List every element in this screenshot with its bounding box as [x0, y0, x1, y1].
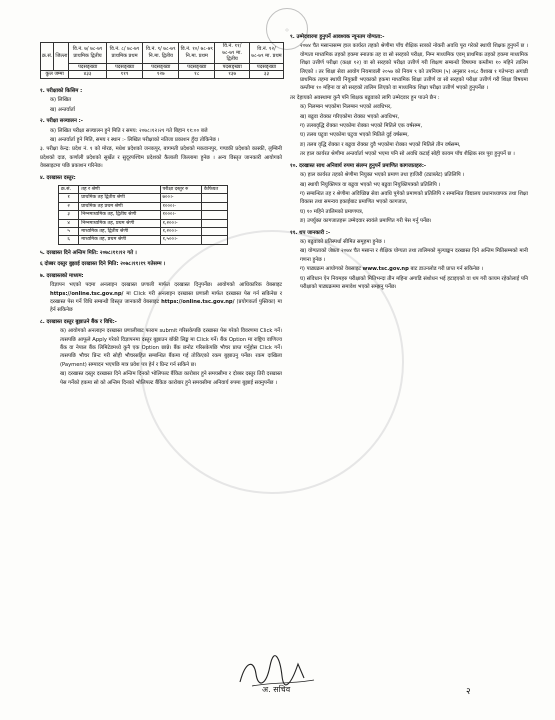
- list-item: क) बढुवाको प्रतिस्पर्धा सीमित समूहमा हुनेछ ।: [300, 238, 386, 245]
- table-cell: १०००।-: [160, 211, 202, 219]
- section-heading: ५. दरखास्त दिने अन्तिम मिति: २०७८।११।१२ गते ।: [40, 249, 137, 256]
- table-cell: [202, 194, 228, 202]
- table-cell: माध्यमिक तह, प्रथम श्रेणी: [79, 236, 160, 244]
- office-stamp: ◎: [266, 8, 308, 50]
- text-run: ग) पाठ्यक्रम आयोगको वेबसाइट: [300, 266, 361, 273]
- section-heading: १. परीक्षाको किसिम :: [40, 87, 83, 94]
- table-row: [59, 202, 228, 210]
- table-cell: निम्नमाध्यमिक तह, द्वितीय श्रेणी: [79, 211, 160, 219]
- table-cell: १: [59, 194, 79, 202]
- list-item: ङ) तलब वृद्धि रोक्का र बढुवा रोक्का दुवै भएकोमा रोक्का भएको मितिले तीन वर्षसम्म,: [300, 141, 461, 148]
- table-cell: ४३३: [69, 71, 106, 79]
- table-cell: पदसङ्ख्या: [143, 63, 179, 71]
- table-header-cell: वि.नं. ७/ ७८-७९ प्राथमिक द्वितीय: [69, 43, 106, 64]
- table-cell: पदसङ्ख्या: [106, 63, 143, 71]
- fee-header-row: [59, 186, 228, 194]
- paragraph: तर हाल कार्यरत श्रेणीमा अन्तर्वार्ता भएको भएमा पनि सो अवधि कटाई सोही कायम पाँच शैक्षिक सत्र पूरा हुनुपर्ने छ ।: [300, 151, 515, 158]
- page-number: २: [466, 687, 471, 697]
- list-item: क) आयोगको अनलाइन दरखास्त प्रणालीबाट फाराम submit गरिसकेपछि दरखास्त पेस गरेको विवरणमा Click गर्ने। त्यसपछि आफूले Apply गरेको विज्ञापनमा दस्तुर बुझाउन बाँकी लिङ्क मा Click गर्ने। बैंक Option मा राष्ट्रिय वाणिज्य बैंक वा नेपाल बैंक लिमिटेडमध्ये कुनै एक Option छान्ने। बैंक छनोट गरिसकेपछि भौचर प्राप्त गर्नुहोस Click गर्ने। त्यसपछि भौचर प्रिन्ट गरी सोही भौचरसहित सम्बन्धित बैंकमा गई तोकिएको रकम बुझाउनु पर्नेछ। रकम दाखिला (Payment) सम्पादन भएपछि मात्र प्रवेश पत्र हेर्न र प्रिन्ट गर्न सकिने छ।: [60, 328, 282, 368]
- table-cell: १,२००।-: [160, 228, 202, 236]
- list-item: घ) संविधान ऐन नियमहरु परीक्षाको मितिभन्दा तीन महिना अगाडि संशोधन भई हटाइएको वा थप गरी कायम रहेकोलाई पनि परीक्षाको पाठ्यक्रममा समावेश भएको सम्झनु पर्नेछ।: [300, 275, 528, 290]
- table-cell: पदसङ्ख्या: [69, 63, 106, 71]
- paragraph: तर देहायको अवस्थामा कुनै पनि शिक्षक बढुवाको लागि उम्मेदवार हुन पाउने छैन :: [290, 94, 440, 101]
- list-item: क) हाल कार्यरत तहको श्रेणीमा नियुक्त भएको प्रमाण तथा हाजिरी (ट्याब्लेट) प्रतिलिपि ।: [300, 172, 465, 179]
- website-link[interactable]: www.tsc.gov.np: [362, 266, 409, 273]
- table-subheader-row: [41, 63, 284, 71]
- table-cell: पदसङ्ख्या: [250, 63, 284, 71]
- table-cell: कुल जम्मा: [41, 71, 69, 79]
- table-row: [59, 228, 228, 236]
- table-header-cell: वि.नं. ९/ ७८-७९ नि.मा. द्वितीय: [143, 43, 179, 64]
- section-heading: २. परीक्षा सञ्चालन :-: [40, 118, 83, 125]
- table-cell: ४: [59, 219, 79, 227]
- table-header-cell: कैफियत: [202, 186, 228, 194]
- table-header-cell: क्र.सं.: [41, 43, 54, 71]
- right-column: [290, 30, 528, 292]
- table-row: [59, 236, 228, 244]
- text-run: विज्ञापन भएको पदमा अनलाइन दरखास्त प्रणाली मार्फत दरखास्त दिनुपर्नेछ। आयोगको आधिकारिक वेबसाइट: [50, 282, 282, 289]
- table-cell: पदसङ्ख्या: [215, 63, 250, 71]
- section-heading: ६ दोब्बर दस्तुर बुझाई दरखास्त दिने मिति: २०७८।११।१९ गतेसम्म ।: [40, 261, 166, 268]
- vacancy-table: [40, 42, 284, 79]
- table-cell: ६: [59, 236, 79, 244]
- table-cell: ३३: [250, 71, 284, 79]
- list-item: ख) योग्यताको जेष्ठता २०७४ चैत मसान्त र शैक्षिक योग्यता तथा तालिमको मूल्याङ्कन दरखास्त दिने अन्तिम मितिसम्मको मानी गणना हुनेछ ।: [300, 248, 528, 263]
- list-item: घ) तलब घटुवा भएकोमा घटुवा भएको मितिले दुई वर्षसम्म,: [300, 132, 409, 139]
- fee-table: [58, 185, 228, 245]
- table-header-row: [41, 43, 284, 64]
- list-item: क) लिखित परीक्षा सञ्चालन हुने मिति र समय: २०७८।१२।२१ गते बिहान ११:०० बजे: [50, 127, 208, 134]
- table-header-cell: तह र श्रेणी: [79, 186, 160, 194]
- list-item: ख) अन्तर्वार्ता: [50, 106, 75, 113]
- text-run: बाट डाउनलोड गरी प्राप्त गर्न सकिनेछ ।: [410, 266, 484, 273]
- table-header-cell: वि.नं. ११/ ७८-७९ मा. द्वितीय: [215, 43, 250, 64]
- list-item: घ) १० महिने तालिमको प्रमाणपत्र,: [300, 208, 364, 215]
- list-item: ख) स्थायी नियुक्तिपत्र वा बढुवा भएको भए बढुवा नियुक्तिपत्रको प्रतिलिपि ।: [300, 181, 441, 188]
- list-item: ङ) उपर्युक्त कागजातहरू उम्मेदवार स्वयंले प्रमाणित गरी पेस गर्नु पर्नेछ।: [300, 218, 432, 225]
- table-cell: २: [59, 202, 79, 210]
- list-item: क) लिखित: [50, 97, 72, 104]
- table-cell: १२७: [143, 71, 179, 79]
- table-row: [59, 194, 228, 202]
- table-cell: पदसङ्ख्या: [179, 63, 215, 71]
- table-cell: १८: [179, 71, 215, 79]
- table-cell: ११९: [106, 71, 143, 79]
- paragraph: [40, 281, 282, 315]
- section-heading: ११. थप जानकारी :-: [290, 229, 331, 236]
- list-item: [290, 265, 528, 273]
- table-cell: प्राथमिक तह द्वितीय श्रेणी: [79, 194, 160, 202]
- table-row: [59, 211, 228, 219]
- table-total-row: [41, 71, 284, 79]
- left-column: [40, 30, 282, 388]
- paragraph: २०७४ चैत मसान्तसम्म हाल कार्यरत तहको श्रेणीमा पाँच शैक्षिक सत्रको नोकरी अवधि पूरा गरेको स्थायी शिक्षक हुनुपर्ने छ । योग्यता माध्यमिक तहको हकमा स्नातक तह वा सो सरहको परीक्षा, निम्न माध्यमिक एवम् प्राथमिक तहको हकमा माध्यमिक शिक्षा उत्तीर्ण परीक्षा (कक्षा १२) वा सो सरहको परीक्षा उत्तीर्ण गरी शिक्षण सम्बन्धी विषयमा कम्तीमा १० महिने तालिम लिएको । तर शिक्षा सेवा आयोग नियमावली २०५७ को नियम ९ को उपनियम (५) अनुसार २०६८ वैशाख १ गतेभन्दा अगाडी प्राथमिक तहमा स्थायी नियुक्ती भएकाको हकमा माध्यमिक शिक्षा उत्तीर्ण वा सो सरहको परीक्षा उत्तीर्ण गरी शिक्षा विषयमा कम्तीमा १० महिना वा सो सरहको तालिम लिएको वा माध्यमिक शिक्षा परीक्षा उत्तीर्ण भएको हुनुपर्नेछ ।: [300, 43, 528, 92]
- list-item: ख) दरखास्त दस्तुर दरखास्त दिने अन्तिम दिनको भोलिपल्ट बैंकिङ कारोबार हुने समयसीमा र दोब्बर दस्तुर तिरी दरखास्त पेस गर्नेको हकमा सो को अन्तिम दिनको भोलिपल्ट बैंकिङ कारोबार हुने समयसीमा अनिवार्य रुपमा बुझाई सक्नुपर्नेछ ।: [60, 371, 282, 386]
- website-link[interactable]: https://online.tsc.gov.np/: [161, 298, 235, 305]
- table-cell: [202, 219, 228, 227]
- section-heading: ४. दरखास्त दस्तुर:: [40, 174, 76, 181]
- table-cell: ७००।-: [160, 194, 202, 202]
- table-row: [59, 219, 228, 227]
- table-cell: १,२००।-: [160, 219, 202, 227]
- list-item: ग) सम्बन्धित तह र श्रेणीमा अविच्छिन्न सेवा अवधि पुगेको प्रमाणको प्रतिलिपि र सम्बन्धित विद्यालय प्रधानाध्यापक तथा शिक्षा विकास तथा समन्वय इकाईबाट प्रमाणित भएको कागजात,: [300, 190, 528, 206]
- table-cell: निम्नमाध्यमिक तह, प्रथम श्रेणी: [79, 219, 160, 227]
- list-item: क) निलम्बन भएकोमा निलम्बन भएको अवधिभर,: [300, 104, 392, 111]
- table-header-cell: वि.नं. १२/ ७८-७९ मा. प्रथम: [250, 43, 284, 64]
- text-run: मा Click गरी अनलाइन दरखास्त प्रणाली मार्फत दरखास्त पेस गर्न सकिनेछ र दरखास्त पेस गर्ने विधि सम्बन्धी विस्तृत जानकारी वेबसाइट: [50, 290, 282, 305]
- paragraph: ३. परीक्षा केन्द्र: प्रदेश नं. १ को मोरङ, मधेश प्रदेशको जनकपुर, बागमती प्रदेशको मकवानपुर, गण्डकी प्रदेशको कास्की, लुम्बिनी प्रदेशको दाङ, कर्णाली प्रदेशको सुर्खेत र सुदूरपश्चिम प्रदेशको कैलाली जिल्लामा हुनेछ । अन्य विस्तृत जानकारी आयोगको वेबसाइटमा पछि प्रकाशन गरिनेछ।: [40, 146, 282, 170]
- table-cell: प्राथमिक तह प्रथम श्रेणी: [79, 202, 160, 210]
- list-item: ख) बढुवा रोक्का गरिएकोमा रोक्का भएको अवधिभर,: [300, 113, 400, 120]
- table-cell: [202, 202, 228, 210]
- table-cell: [202, 228, 228, 236]
- text-run: (प्रयोगकर्ता पुस्तिका) मा हेर्न सकिनेछ: [50, 298, 282, 314]
- table-cell: ५: [59, 228, 79, 236]
- section-heading: ९. उम्मेदवारमा हुनुपर्ने आवश्यक न्यूनतम योग्यता:-: [290, 34, 385, 40]
- table-header-cell: क्र.सं.: [59, 186, 79, 194]
- table-cell: माध्यमिक तह, द्वितीय श्रेणी: [79, 228, 160, 236]
- table-header-cell: जिल्ला: [54, 43, 69, 71]
- table-cell: ३: [59, 211, 79, 219]
- section-heading: १०. दरखास्त साथ अनिवार्य रुपमा संलग्न हुनुपर्ने प्रमाणित कागजातहरु:-: [290, 162, 427, 169]
- table-header-cell: वि.नं. १०/ ७८-७९ नि.मा. प्रथम: [179, 43, 215, 64]
- list-item: ख) अन्तर्वार्ता हुने मिति, समय र स्थान :- लिखित परीक्षाको नतिजा प्रकाशन हुँदा तोकिनेछ ।: [50, 137, 220, 143]
- list-item: ग) तलबवृद्धि रोक्का भएकोमा रोक्का भएको मितिले एक वर्षसम्म,: [300, 123, 423, 130]
- section-heading: ७. दरखास्तको माध्यम:: [40, 272, 84, 279]
- table-cell: १०००।-: [160, 202, 202, 210]
- table-cell: [202, 236, 228, 244]
- section-heading: ८. दरखास्त दस्तुर बुझाउने बैंक र विधि:-: [40, 318, 117, 325]
- website-link[interactable]: https://online.tsc.gov.np/: [50, 290, 124, 297]
- table-cell: १,५००।-: [160, 236, 202, 244]
- signatory-title: अ. सचिव: [262, 685, 291, 694]
- table-cell: [202, 211, 228, 219]
- table-header-cell: परीक्षा दस्तुर रु: [160, 186, 202, 194]
- table-cell: १३७: [215, 71, 250, 79]
- table-header-cell: वि.नं. ८/ ७८-७९ प्राथमिक प्रथम: [106, 43, 143, 64]
